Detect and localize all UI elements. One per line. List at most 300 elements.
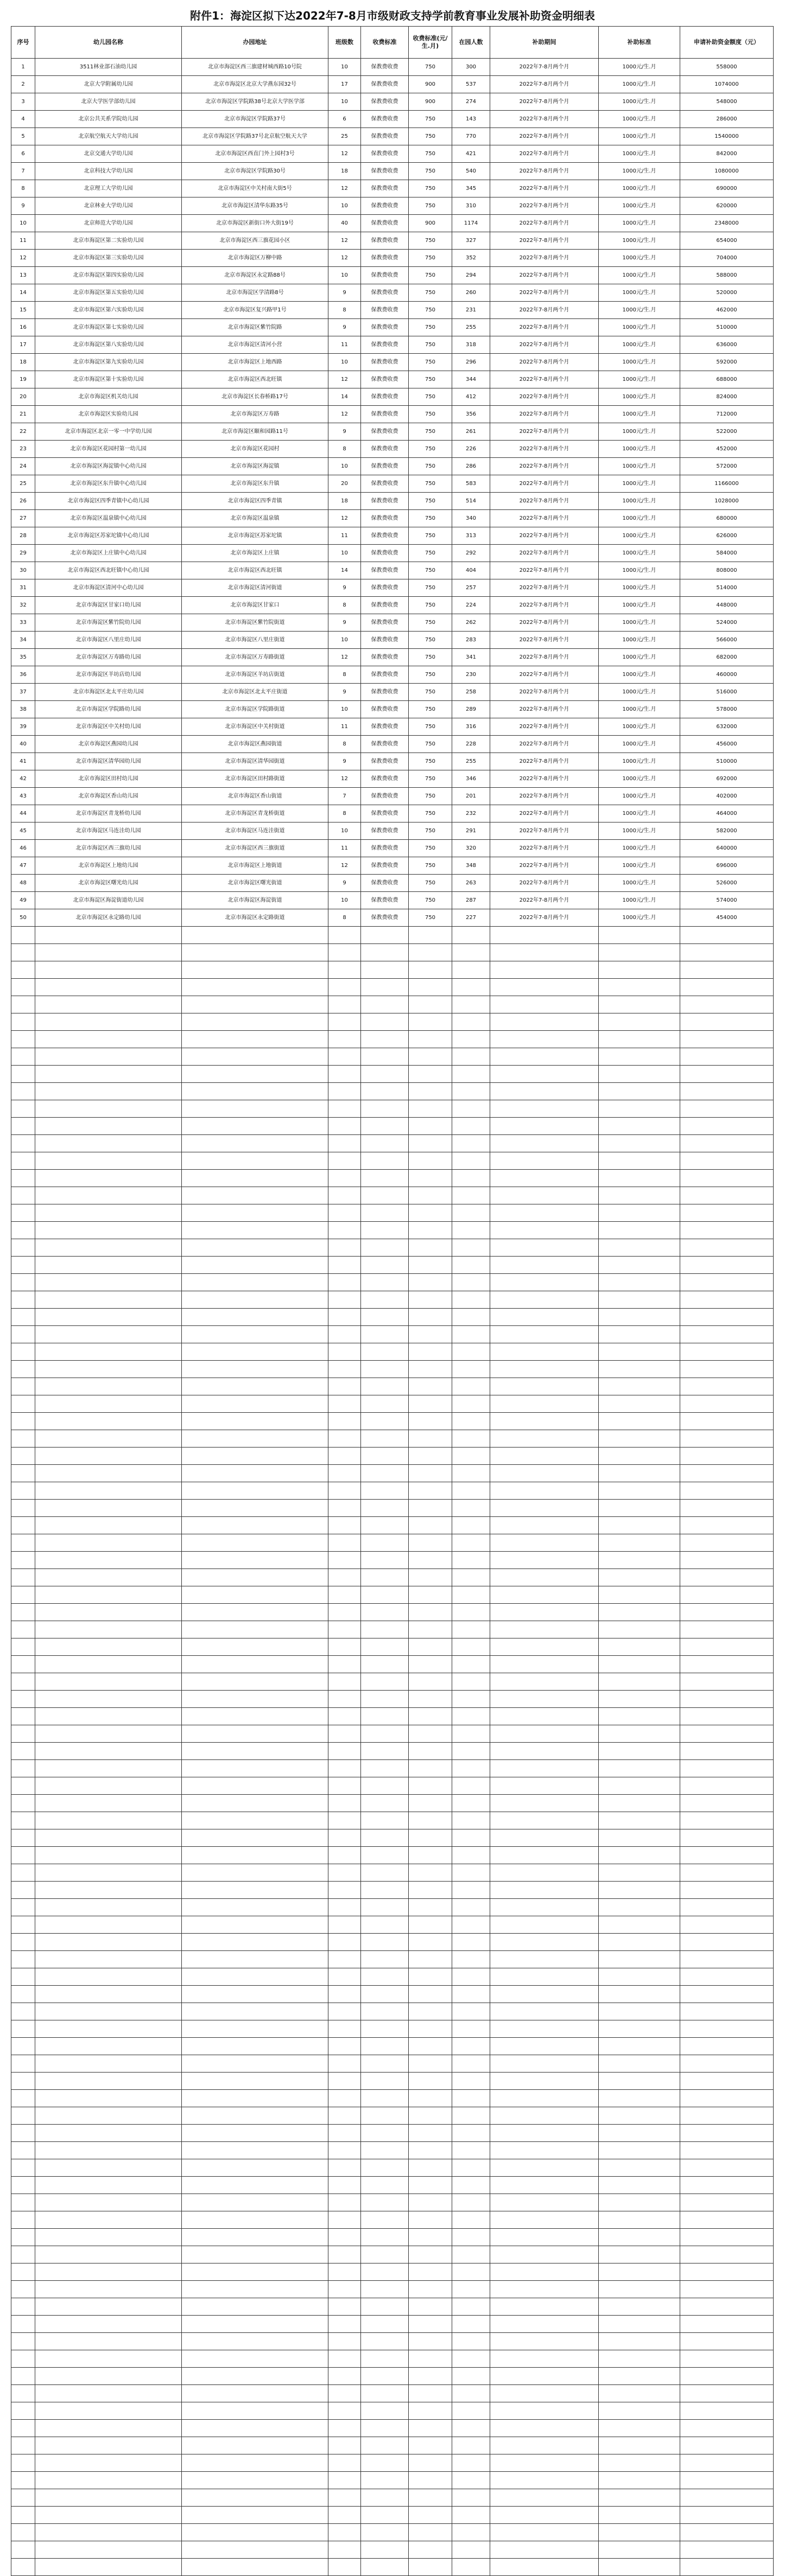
cell-address	[182, 2489, 328, 2507]
cell-standard: 1000元/生.月	[599, 319, 680, 336]
cell-amount: 454000	[680, 909, 774, 927]
cell-period	[490, 2246, 599, 2263]
cell-enrollment: 356	[452, 406, 490, 423]
cell-name	[35, 2454, 182, 2472]
cell-address	[182, 1135, 328, 1152]
table-row	[11, 2194, 774, 2211]
cell-name	[35, 1552, 182, 1569]
cell-fee-type	[361, 1465, 409, 1482]
cell-name	[35, 2263, 182, 2281]
cell-seq	[11, 1239, 35, 1257]
cell-amount	[680, 1152, 774, 1170]
cell-fee-type	[361, 1586, 409, 1604]
cell-enrollment: 274	[452, 93, 490, 111]
cell-fee	[409, 2507, 452, 2524]
cell-seq	[11, 2038, 35, 2055]
cell-address	[182, 1847, 328, 1864]
header-period: 补助期间	[490, 27, 599, 59]
cell-period	[490, 1604, 599, 1621]
cell-seq	[11, 979, 35, 996]
cell-fee-type	[361, 2055, 409, 2073]
table-row	[11, 1829, 774, 1847]
cell-seq: 30	[11, 562, 35, 579]
table-row	[11, 2229, 774, 2246]
cell-period: 2022年7-8月两个月	[490, 822, 599, 840]
cell-amount	[680, 2316, 774, 2333]
cell-period	[490, 1656, 599, 1673]
cell-period: 2022年7-8月两个月	[490, 718, 599, 736]
cell-classes: 9	[328, 875, 361, 892]
cell-classes	[328, 2263, 361, 2281]
cell-classes: 10	[328, 197, 361, 215]
cell-standard	[599, 2507, 680, 2524]
cell-period	[490, 1448, 599, 1465]
table-row	[11, 753, 774, 770]
table-row	[11, 1621, 774, 1638]
cell-name	[35, 1986, 182, 2003]
cell-name	[35, 1899, 182, 1916]
cell-seq: 36	[11, 666, 35, 684]
cell-enrollment: 258	[452, 684, 490, 701]
cell-address: 北京市海淀区清河街道	[182, 579, 328, 597]
table-row	[11, 2003, 774, 2020]
cell-fee-type	[361, 1621, 409, 1638]
cell-classes: 10	[328, 822, 361, 840]
cell-standard	[599, 1847, 680, 1864]
cell-standard	[599, 1361, 680, 1378]
cell-seq	[11, 1638, 35, 1656]
header-fee: 收费标准(元/生.月)	[409, 27, 452, 59]
cell-amount	[680, 1465, 774, 1482]
cell-seq	[11, 1204, 35, 1222]
cell-enrollment: 310	[452, 197, 490, 215]
table-row	[11, 2263, 774, 2281]
cell-fee-type	[361, 1170, 409, 1187]
cell-standard: 1000元/生.月	[599, 423, 680, 441]
cell-enrollment	[452, 979, 490, 996]
cell-address	[182, 2194, 328, 2211]
cell-address: 北京市海淀区紫竹院路	[182, 319, 328, 336]
cell-standard: 1000元/生.月	[599, 406, 680, 423]
cell-fee	[409, 1326, 452, 1343]
table-row	[11, 1135, 774, 1152]
cell-enrollment: 1174	[452, 215, 490, 232]
cell-classes	[328, 2524, 361, 2541]
cell-amount	[680, 1204, 774, 1222]
cell-standard: 1000元/生.月	[599, 302, 680, 319]
cell-amount	[680, 1066, 774, 1083]
cell-name	[35, 1864, 182, 1882]
cell-enrollment	[452, 1291, 490, 1309]
cell-name	[35, 1708, 182, 1725]
cell-seq: 26	[11, 493, 35, 510]
cell-name: 北京市海淀区第七实验幼儿园	[35, 319, 182, 336]
cell-fee	[409, 1118, 452, 1135]
cell-period: 2022年7-8月两个月	[490, 649, 599, 666]
table-row	[11, 1083, 774, 1100]
cell-fee-type	[361, 2073, 409, 2090]
cell-address: 北京市海淀区紫竹院街道	[182, 614, 328, 632]
cell-fee: 900	[409, 76, 452, 93]
cell-fee: 750	[409, 406, 452, 423]
cell-name: 北京市海淀区燕园幼儿园	[35, 736, 182, 753]
table-row	[11, 1586, 774, 1604]
cell-amount	[680, 1170, 774, 1187]
cell-enrollment	[452, 1569, 490, 1586]
cell-seq	[11, 1569, 35, 1586]
cell-fee: 750	[409, 423, 452, 441]
cell-classes	[328, 1795, 361, 1812]
table-row	[11, 1500, 774, 1517]
cell-fee	[409, 1187, 452, 1204]
cell-seq	[11, 1361, 35, 1378]
cell-fee: 750	[409, 632, 452, 649]
cell-name: 北京大学医学部幼儿园	[35, 93, 182, 111]
table-row	[11, 267, 774, 284]
cell-period: 2022年7-8月两个月	[490, 232, 599, 250]
cell-period	[490, 1760, 599, 1777]
cell-enrollment	[452, 1135, 490, 1152]
cell-name	[35, 2142, 182, 2159]
cell-classes: 18	[328, 163, 361, 180]
table-row	[11, 250, 774, 267]
cell-name	[35, 2177, 182, 2194]
cell-fee	[409, 1760, 452, 1777]
cell-enrollment	[452, 961, 490, 979]
cell-fee	[409, 1448, 452, 1465]
cell-enrollment	[452, 1326, 490, 1343]
cell-amount	[680, 2125, 774, 2142]
cell-standard: 1000元/生.月	[599, 232, 680, 250]
cell-name	[35, 1222, 182, 1239]
cell-name: 北京市海淀区第五实验幼儿园	[35, 284, 182, 302]
cell-address	[182, 927, 328, 944]
cell-fee	[409, 2020, 452, 2038]
cell-amount: 704000	[680, 250, 774, 267]
cell-standard	[599, 1673, 680, 1691]
cell-amount	[680, 1934, 774, 1951]
cell-period: 2022年7-8月两个月	[490, 145, 599, 163]
cell-classes	[328, 2003, 361, 2020]
cell-fee-type	[361, 1048, 409, 1066]
cell-period	[490, 1274, 599, 1291]
cell-address: 北京市海淀区万寿路街道	[182, 649, 328, 666]
table-row	[11, 1517, 774, 1534]
cell-amount: 464000	[680, 805, 774, 822]
cell-standard	[599, 2281, 680, 2298]
cell-standard: 1000元/生.月	[599, 753, 680, 770]
cell-period: 2022年7-8月两个月	[490, 753, 599, 770]
cell-address	[182, 1291, 328, 1309]
cell-amount	[680, 2003, 774, 2020]
cell-amount	[680, 2055, 774, 2073]
cell-fee-type: 保教费收费	[361, 441, 409, 458]
table-row	[11, 1864, 774, 1882]
cell-seq	[11, 1152, 35, 1170]
cell-classes	[328, 1430, 361, 1448]
cell-seq	[11, 2142, 35, 2159]
cell-classes	[328, 2368, 361, 2385]
cell-name	[35, 2472, 182, 2489]
cell-classes	[328, 1638, 361, 1656]
cell-seq	[11, 2350, 35, 2368]
cell-standard	[599, 1066, 680, 1083]
cell-enrollment	[452, 1725, 490, 1743]
cell-standard	[599, 1257, 680, 1274]
cell-name	[35, 944, 182, 961]
cell-name	[35, 1882, 182, 1899]
cell-address	[182, 1986, 328, 2003]
table-row	[11, 336, 774, 354]
cell-amount	[680, 1430, 774, 1448]
cell-fee: 750	[409, 371, 452, 388]
cell-enrollment	[452, 1361, 490, 1378]
cell-amount	[680, 2559, 774, 2576]
cell-seq: 28	[11, 527, 35, 545]
cell-fee	[409, 2316, 452, 2333]
cell-standard: 1000元/生.月	[599, 666, 680, 684]
cell-fee-type: 保教费收费	[361, 701, 409, 718]
cell-name	[35, 1517, 182, 1534]
cell-classes	[328, 1656, 361, 1673]
cell-period	[490, 1847, 599, 1864]
table-row	[11, 1204, 774, 1222]
cell-classes	[328, 1743, 361, 1760]
cell-enrollment	[452, 2420, 490, 2437]
header-enrollment: 在园人数	[452, 27, 490, 59]
cell-name	[35, 1031, 182, 1048]
cell-name: 北京市海淀区清河中心幼儿园	[35, 579, 182, 597]
cell-amount	[680, 1777, 774, 1795]
cell-fee	[409, 1430, 452, 1448]
cell-amount	[680, 1916, 774, 1934]
cell-enrollment	[452, 1066, 490, 1083]
cell-fee	[409, 1534, 452, 1552]
cell-enrollment	[452, 1934, 490, 1951]
cell-period: 2022年7-8月两个月	[490, 736, 599, 753]
cell-name	[35, 2020, 182, 2038]
cell-amount	[680, 1343, 774, 1361]
cell-enrollment: 230	[452, 666, 490, 684]
cell-enrollment	[452, 996, 490, 1013]
cell-fee	[409, 1274, 452, 1291]
cell-enrollment	[452, 1691, 490, 1708]
cell-name: 北京市海淀区东升镇中心幼儿园	[35, 475, 182, 493]
cell-period	[490, 1083, 599, 1100]
cell-name	[35, 1847, 182, 1864]
cell-seq: 31	[11, 579, 35, 597]
cell-fee-type	[361, 2194, 409, 2211]
table-row	[11, 2281, 774, 2298]
cell-address	[182, 2385, 328, 2402]
cell-amount	[680, 1725, 774, 1743]
cell-fee	[409, 2437, 452, 2454]
cell-amount: 510000	[680, 753, 774, 770]
cell-name	[35, 2437, 182, 2454]
cell-fee-type: 保教费收费	[361, 406, 409, 423]
cell-period	[490, 2229, 599, 2246]
cell-standard: 1000元/生.月	[599, 76, 680, 93]
cell-fee: 900	[409, 93, 452, 111]
cell-address	[182, 996, 328, 1013]
cell-classes: 12	[328, 250, 361, 267]
cell-name	[35, 2402, 182, 2420]
cell-fee-type: 保教费收费	[361, 354, 409, 371]
cell-seq	[11, 2454, 35, 2472]
cell-classes	[328, 1951, 361, 1968]
cell-fee-type	[361, 1326, 409, 1343]
cell-fee	[409, 2298, 452, 2316]
cell-classes	[328, 1222, 361, 1239]
cell-period: 2022年7-8月两个月	[490, 354, 599, 371]
cell-amount	[680, 944, 774, 961]
cell-amount	[680, 2298, 774, 2316]
cell-period: 2022年7-8月两个月	[490, 510, 599, 527]
cell-standard	[599, 1986, 680, 2003]
cell-fee-type	[361, 1031, 409, 1048]
cell-name	[35, 2507, 182, 2524]
cell-fee-type	[361, 1517, 409, 1534]
cell-name	[35, 1152, 182, 1170]
cell-address: 北京市海淀区西三旗街道	[182, 840, 328, 857]
cell-enrollment	[452, 1864, 490, 1882]
cell-address	[182, 979, 328, 996]
cell-standard	[599, 1152, 680, 1170]
cell-seq	[11, 1812, 35, 1829]
cell-fee	[409, 1239, 452, 1257]
cell-standard	[599, 1621, 680, 1638]
cell-classes	[328, 1934, 361, 1951]
cell-address	[182, 1899, 328, 1916]
cell-classes	[328, 2472, 361, 2489]
cell-enrollment	[452, 1743, 490, 1760]
cell-enrollment: 327	[452, 232, 490, 250]
cell-period	[490, 2142, 599, 2159]
cell-name	[35, 2246, 182, 2263]
cell-name	[35, 1656, 182, 1673]
cell-fee	[409, 1725, 452, 1743]
cell-name	[35, 1395, 182, 1413]
cell-period: 2022年7-8月两个月	[490, 76, 599, 93]
cell-fee	[409, 2142, 452, 2159]
cell-name: 北京林业大学幼儿园	[35, 197, 182, 215]
header-address: 办园地址	[182, 27, 328, 59]
cell-standard	[599, 2541, 680, 2559]
cell-name	[35, 2125, 182, 2142]
cell-period	[490, 1465, 599, 1482]
table-row	[11, 441, 774, 458]
cell-classes	[328, 2107, 361, 2125]
header-standard: 补助标准	[599, 27, 680, 59]
cell-fee: 750	[409, 267, 452, 284]
table-row	[11, 1951, 774, 1968]
cell-seq	[11, 2246, 35, 2263]
cell-classes	[328, 1829, 361, 1847]
cell-enrollment	[452, 1222, 490, 1239]
table-row	[11, 666, 774, 684]
cell-fee-type	[361, 2350, 409, 2368]
cell-fee-type	[361, 1135, 409, 1152]
cell-name	[35, 2003, 182, 2020]
cell-standard: 1000元/生.月	[599, 59, 680, 76]
table-row	[11, 2073, 774, 2090]
table-row	[11, 562, 774, 579]
cell-address	[182, 1170, 328, 1187]
cell-address	[182, 1100, 328, 1118]
cell-fee-type	[361, 1899, 409, 1916]
cell-address	[182, 1621, 328, 1638]
cell-standard	[599, 1013, 680, 1031]
cell-name: 北京公共关系学院幼儿园	[35, 111, 182, 128]
cell-name	[35, 996, 182, 1013]
cell-name	[35, 1378, 182, 1395]
cell-fee	[409, 2055, 452, 2073]
cell-standard: 1000元/生.月	[599, 909, 680, 927]
cell-enrollment: 316	[452, 718, 490, 736]
cell-address	[182, 2281, 328, 2298]
cell-name	[35, 1291, 182, 1309]
cell-classes: 10	[328, 701, 361, 718]
table-row	[11, 1031, 774, 1048]
cell-amount	[680, 1604, 774, 1621]
cell-seq: 11	[11, 232, 35, 250]
cell-name	[35, 2211, 182, 2229]
cell-fee-type	[361, 1673, 409, 1691]
cell-seq: 15	[11, 302, 35, 319]
cell-fee	[409, 1291, 452, 1309]
cell-amount: 452000	[680, 441, 774, 458]
cell-period	[490, 2541, 599, 2559]
cell-address: 北京市海淀区曙光街道	[182, 875, 328, 892]
cell-amount	[680, 1812, 774, 1829]
cell-seq	[11, 2472, 35, 2489]
cell-enrollment	[452, 1621, 490, 1638]
cell-amount	[680, 1847, 774, 1864]
cell-seq: 17	[11, 336, 35, 354]
cell-amount	[680, 1882, 774, 1899]
cell-classes	[328, 2090, 361, 2107]
cell-seq	[11, 1257, 35, 1274]
cell-fee: 750	[409, 458, 452, 475]
cell-seq	[11, 1274, 35, 1291]
header-name: 幼儿园名称	[35, 27, 182, 59]
cell-amount: 588000	[680, 267, 774, 284]
cell-period	[490, 2281, 599, 2298]
cell-name: 北京市海淀区万寿路幼儿园	[35, 649, 182, 666]
table-row	[11, 1239, 774, 1257]
table-row	[11, 232, 774, 250]
cell-enrollment	[452, 2472, 490, 2489]
cell-amount	[680, 1257, 774, 1274]
cell-period	[490, 1829, 599, 1847]
cell-enrollment	[452, 2507, 490, 2524]
cell-fee: 750	[409, 892, 452, 909]
cell-address	[182, 1777, 328, 1795]
table-row	[11, 284, 774, 302]
cell-period	[490, 1864, 599, 1882]
table-row	[11, 961, 774, 979]
cell-standard: 1000元/生.月	[599, 250, 680, 267]
cell-fee-type	[361, 2385, 409, 2402]
cell-seq	[11, 2298, 35, 2316]
cell-seq	[11, 2107, 35, 2125]
cell-amount: 1166000	[680, 475, 774, 493]
cell-enrollment	[452, 1170, 490, 1187]
cell-seq	[11, 2003, 35, 2020]
cell-period: 2022年7-8月两个月	[490, 909, 599, 927]
cell-fee: 750	[409, 128, 452, 145]
cell-name: 北京市海淀区青龙桥幼儿园	[35, 805, 182, 822]
